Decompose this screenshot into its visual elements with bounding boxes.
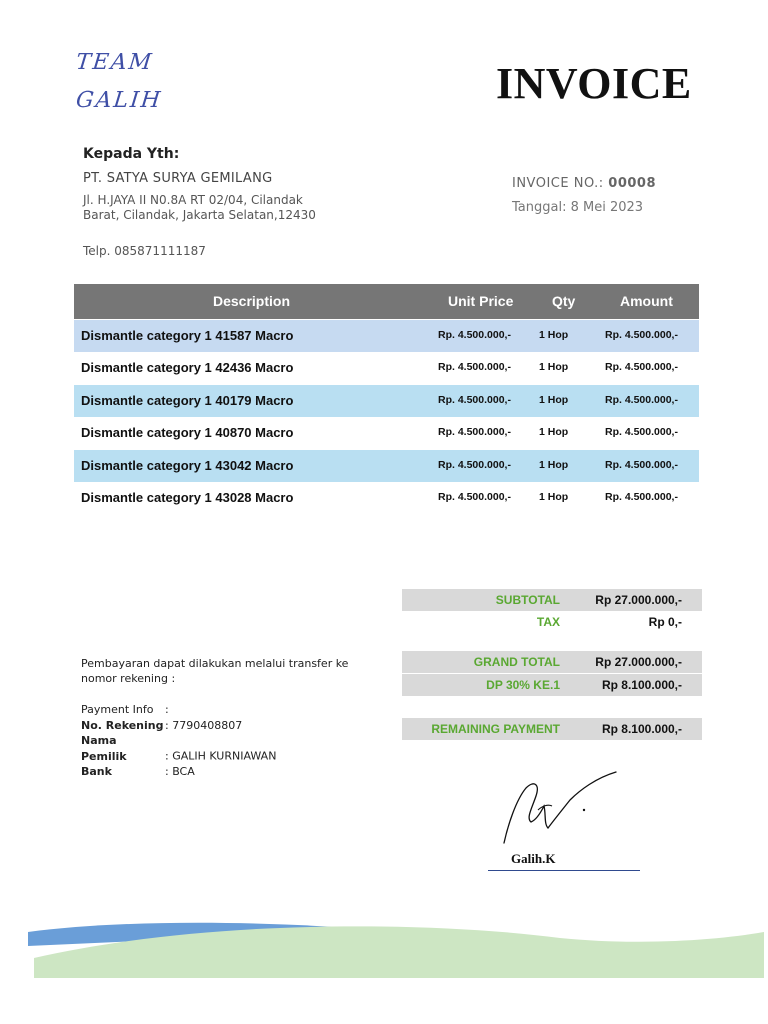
- table-row: [74, 385, 699, 417]
- recipient-heading: Kepada Yth:: [83, 146, 180, 162]
- invoice-number-label: INVOICE NO.:: [512, 176, 604, 191]
- row-description: Dismantle category 1 41587 Macro: [81, 327, 294, 343]
- company-logo: [76, 44, 216, 120]
- payment-info-label: Payment Info: [81, 703, 154, 716]
- table-row: [74, 417, 699, 449]
- account-holder: [81, 733, 276, 764]
- tax-label: TAX: [536, 615, 560, 629]
- invoice-date: Tanggal: 8 Mei 2023: [512, 200, 644, 215]
- items-table: [74, 284, 699, 514]
- row-unit-price: Rp. 4.500.000,-: [438, 361, 511, 373]
- header-description: Description: [213, 293, 291, 309]
- row-unit-price: Rp. 4.500.000,-: [438, 458, 511, 471]
- dp-value: Rp 8.100.000,-: [601, 678, 682, 692]
- totals-remaining-block: [402, 718, 702, 740]
- table-row: [74, 482, 699, 514]
- subtotal-value: Rp 27.000.000,-: [595, 593, 682, 607]
- recipient-address: Jl. H.JAYA II N0.8A RT 02/04, Cilandak Barat, Cilandak, Jakarta Selatan,12430: [83, 193, 316, 222]
- row-amount: Rp. 4.500.000,-: [605, 491, 678, 503]
- totals-grand-block: [402, 651, 702, 696]
- tax-value: Rp 0,-: [648, 615, 682, 629]
- row-qty: 1 Hop: [539, 458, 569, 471]
- account-holder-label: Nama Pemilik: [81, 734, 127, 763]
- row-unit-price: Rp. 4.500.000,-: [438, 491, 511, 503]
- row-qty: 1 Hop: [539, 328, 569, 341]
- row-unit-price: Rp. 4.500.000,-: [438, 426, 511, 438]
- row-amount: Rp. 4.500.000,-: [605, 361, 678, 373]
- row-description: Dismantle category 1 40870 Macro: [81, 425, 294, 440]
- grand-total-label: GRAND TOTAL: [473, 655, 560, 669]
- footer-wave-decoration: [0, 900, 768, 1000]
- payment-info: [81, 702, 276, 780]
- logo-line-2: GALIH: [74, 88, 164, 113]
- dp-label: DP 30% KE.1: [486, 678, 560, 692]
- payment-info-sep: :: [165, 703, 169, 716]
- header-unit-price: Unit Price: [448, 293, 514, 309]
- grand-total-row: [402, 651, 702, 673]
- payment-info-heading: [81, 702, 276, 718]
- signature-line: [488, 870, 640, 871]
- signature-image: [496, 770, 626, 850]
- account-holder-value: : GALIH KURNIAWAN: [165, 749, 277, 763]
- recipient-company: PT. SATYA SURYA GEMILANG: [83, 171, 273, 186]
- row-qty: 1 Hop: [539, 491, 569, 503]
- table-header: [74, 284, 699, 319]
- row-description: Dismantle category 1 43028 Macro: [81, 490, 294, 505]
- payment-note: Pembayaran dapat dilakukan melalui transfer ke nomor rekening :: [81, 657, 349, 685]
- row-description: Dismantle category 1 40179 Macro: [81, 392, 294, 408]
- row-qty: 1 Hop: [539, 393, 569, 406]
- grand-total-value: Rp 27.000.000,-: [595, 655, 682, 669]
- logo-line-1: TEAM: [74, 50, 155, 75]
- table-row: [74, 450, 699, 482]
- subtotal-label: SUBTOTAL: [495, 593, 560, 607]
- row-unit-price: Rp. 4.500.000,-: [438, 393, 511, 406]
- account-number-label: No. Rekening: [81, 718, 164, 732]
- bank-value: : BCA: [165, 765, 195, 778]
- row-amount: Rp. 4.500.000,-: [605, 393, 678, 406]
- account-number: [81, 718, 276, 734]
- dp-row: [402, 674, 702, 696]
- totals-subtotal-block: [402, 589, 702, 633]
- row-description: Dismantle category 1 43042 Macro: [81, 457, 294, 473]
- bank: [81, 764, 276, 780]
- table-row: [74, 352, 699, 384]
- table-row: [74, 320, 699, 352]
- row-amount: Rp. 4.500.000,-: [605, 458, 678, 471]
- row-description: Dismantle category 1 42436 Macro: [81, 360, 294, 375]
- row-unit-price: Rp. 4.500.000,-: [438, 328, 511, 341]
- invoice-title: INVOICE: [496, 59, 692, 108]
- subtotal-row: [402, 589, 702, 611]
- row-amount: Rp. 4.500.000,-: [605, 328, 678, 341]
- signer-name: Galih.K: [511, 851, 556, 866]
- invoice-number-value: 00008: [608, 176, 657, 191]
- bank-label: Bank: [81, 765, 112, 778]
- remaining-row: [402, 718, 702, 740]
- row-qty: 1 Hop: [539, 361, 569, 373]
- account-number-value: : 7790408807: [165, 718, 243, 732]
- remaining-value: Rp 8.100.000,-: [601, 722, 682, 736]
- remaining-label: REMAINING PAYMENT: [431, 722, 560, 736]
- tax-row: [402, 611, 702, 633]
- recipient-phone: Telp. 085871111187: [83, 244, 206, 258]
- header-qty: Qty: [552, 293, 576, 309]
- row-qty: 1 Hop: [539, 426, 569, 438]
- header-amount: Amount: [620, 293, 673, 309]
- invoice-number: [512, 176, 656, 191]
- row-amount: Rp. 4.500.000,-: [605, 426, 678, 438]
